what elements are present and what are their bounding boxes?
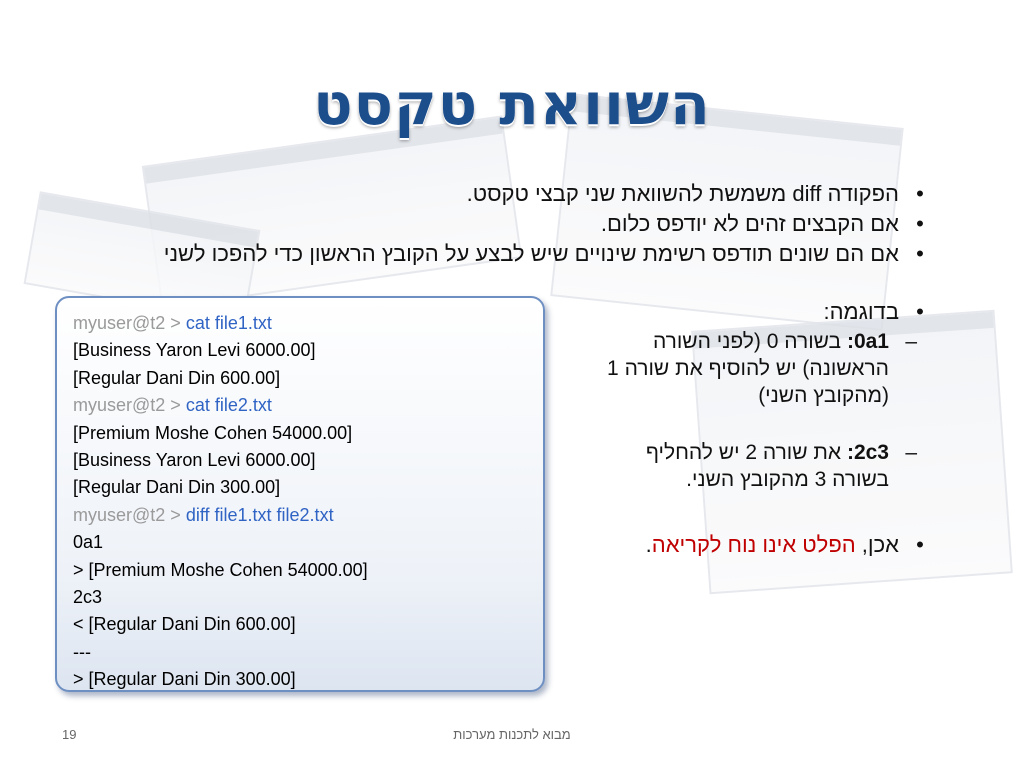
terminal-output-line: > [Regular Dani Din 300.00] bbox=[73, 669, 296, 690]
footer-course: מבוא לתכנות מערכות bbox=[453, 727, 571, 742]
terminal-box bbox=[55, 296, 545, 692]
sub-code: 2c3: bbox=[846, 441, 889, 464]
terminal-command: cat file1.txt bbox=[185, 313, 272, 333]
bullet-dot: • bbox=[916, 532, 924, 557]
bullet-item bbox=[79, 210, 929, 237]
terminal-output-line: --- bbox=[73, 641, 91, 662]
slide-title: השוואת טקסט bbox=[313, 70, 711, 138]
bullet-text-highlight: הפלט אינו נוח לקריאה bbox=[651, 532, 856, 557]
terminal-output-line: [Business Yaron Levi 6000.00] bbox=[73, 340, 316, 361]
sub-dash: – bbox=[905, 330, 917, 353]
terminal-command: diff file1.txt file2.txt bbox=[185, 504, 334, 525]
terminal-output-line: > [Premium Moshe Cohen 54000.00] bbox=[73, 559, 368, 580]
terminal-output-line: [Business Yaron Levi 6000.00] bbox=[73, 450, 316, 471]
bullet-item bbox=[79, 240, 929, 267]
sub-item bbox=[589, 439, 929, 493]
sub-text: את שורה 2 יש להחליף בשורה 3 מהקובץ השני. bbox=[645, 441, 889, 491]
bullet-dot: • bbox=[916, 181, 924, 206]
terminal-output-line: [Regular Dani Din 600.00] bbox=[73, 367, 281, 388]
bullet-dot: • bbox=[916, 241, 924, 266]
terminal-prompt: myuser@t2 > bbox=[73, 395, 181, 416]
terminal-command: cat file2.txt bbox=[185, 395, 272, 416]
terminal-output-line: 2c3 bbox=[73, 587, 103, 608]
bullet-dot: • bbox=[916, 211, 924, 236]
bullet-item bbox=[79, 180, 929, 207]
sub-dash: – bbox=[905, 441, 917, 464]
terminal-output-line: 0a1 bbox=[73, 532, 104, 553]
bullet-dot: • bbox=[916, 299, 924, 324]
terminal-output-line: [Premium Moshe Cohen 54000.00] bbox=[73, 422, 353, 443]
bullet-text-suffix: . bbox=[645, 532, 652, 557]
page-number: 19 bbox=[62, 727, 77, 742]
terminal-prompt: myuser@t2 > bbox=[73, 504, 181, 525]
bullet-text: הפקודה diff משמשת להשוואת שני קבצי טקסט. bbox=[466, 181, 899, 206]
sub-text: בשורה 0 (לפני השורה הראשונה) יש להוסיף את שורה 1 (מהקובץ השני) bbox=[607, 330, 889, 407]
terminal-output-line: < [Regular Dani Din 600.00] bbox=[73, 614, 296, 635]
bullet-text-prefix: אכן, bbox=[855, 532, 899, 557]
bullet-text: אם הם שונים תודפס רשימת שינויים שיש לבצע על הקובץ הראשון כדי להפכו לשני bbox=[163, 241, 899, 266]
sub-code: 0a1: bbox=[846, 330, 889, 353]
terminal-command-line bbox=[73, 310, 527, 337]
bullet-text: בדוגמה: bbox=[823, 299, 899, 324]
terminal-prompt: myuser@t2 > bbox=[73, 313, 181, 333]
terminal-command-line bbox=[73, 392, 527, 419]
terminal-output-line: [Regular Dani Din 300.00] bbox=[73, 477, 281, 498]
terminal-command-line bbox=[73, 502, 527, 529]
sub-item bbox=[589, 328, 929, 409]
bullet-text: אם הקבצים זהים לא יודפס כלום. bbox=[600, 211, 899, 236]
